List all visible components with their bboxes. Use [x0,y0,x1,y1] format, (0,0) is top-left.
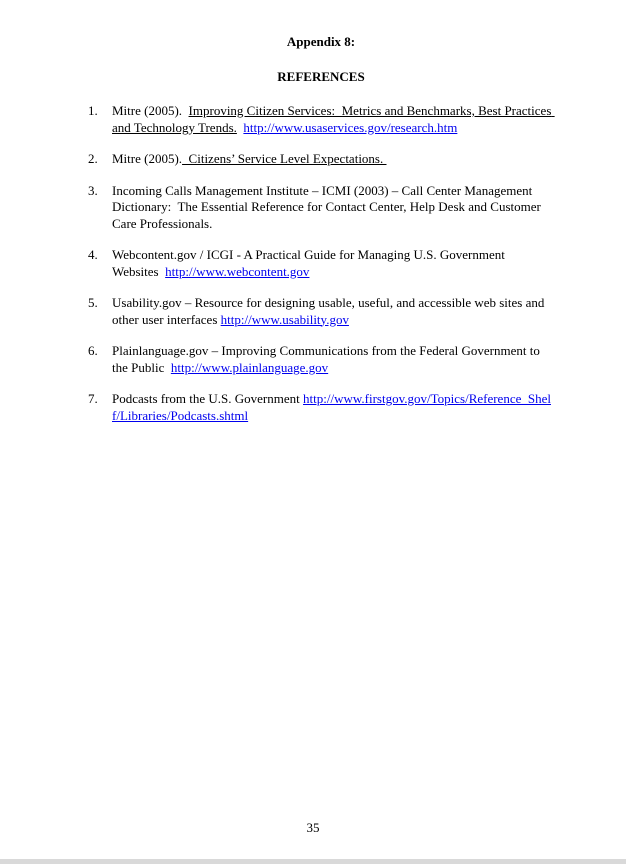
reference-item [88,247,554,280]
reference-title-underlined: Improving Citizen Services: Metrics and Benchmarks, Best Practices and Technology Trends. [112,103,555,135]
reference-item [88,343,554,376]
reference-text [112,103,554,136]
reference-text [112,391,554,424]
reference-plain-text: Usability.gov – Resource for designing usable, useful, and accessible web sites and other user interfaces [112,295,548,327]
reference-plain-text: Mitre (2005). [112,151,183,166]
reference-plain-text: Webcontent.gov / ICGI - A Practical Guide for Managing U.S. Government Websites [112,247,508,279]
reference-title-underlined: Citizens’ Service Level Expectations. [182,151,387,166]
reference-item [88,295,554,328]
reference-text [112,343,554,376]
reference-text [112,247,554,280]
reference-number: 7. [88,391,98,406]
section-title: REFERENCES [277,68,365,84]
reference-link[interactable]: http://www.plainlanguage.gov [170,359,329,375]
reference-number: 5. [88,295,98,310]
reference-text [112,295,554,328]
reference-list [88,103,554,424]
reference-item [88,103,554,136]
reference-link[interactable]: http://www.webcontent.gov [165,263,310,279]
reference-text [112,183,554,233]
reference-plain-text: Incoming Calls Management Institute – ICMI (2003) – Call Center Management Dictionary: The Essential Reference for Contact Center, Help Desk and Customer Care Professionals. [112,182,545,231]
reference-plain-text: Plainlanguage.gov – Improving Communications from the Federal Government to the Public [112,343,544,375]
reference-number: 1. [88,103,98,118]
reference-plain-text: Podcasts from the U.S. Government [112,391,304,406]
reference-text [112,151,554,168]
reference-number: 3. [88,182,98,198]
reference-link[interactable]: http://www.usability.gov [220,311,349,327]
page-bottom-edge [0,859,626,864]
page-number: 35 [306,819,320,835]
reference-link[interactable]: http://www.firstgov.gov/Topics/Reference_Shelf/Libraries/Podcasts.shtml [112,391,551,423]
reference-item [88,391,554,424]
reference-number: 2. [88,151,98,166]
reference-number: 4. [88,247,98,262]
appendix-title: Appendix 8: [286,34,356,49]
reference-plain-text: Mitre (2005). [112,103,189,118]
reference-item [88,151,554,168]
reference-item [88,183,554,233]
reference-link[interactable]: http://www.usaservices.gov/research.htm [243,119,458,135]
reference-number: 6. [88,343,98,358]
